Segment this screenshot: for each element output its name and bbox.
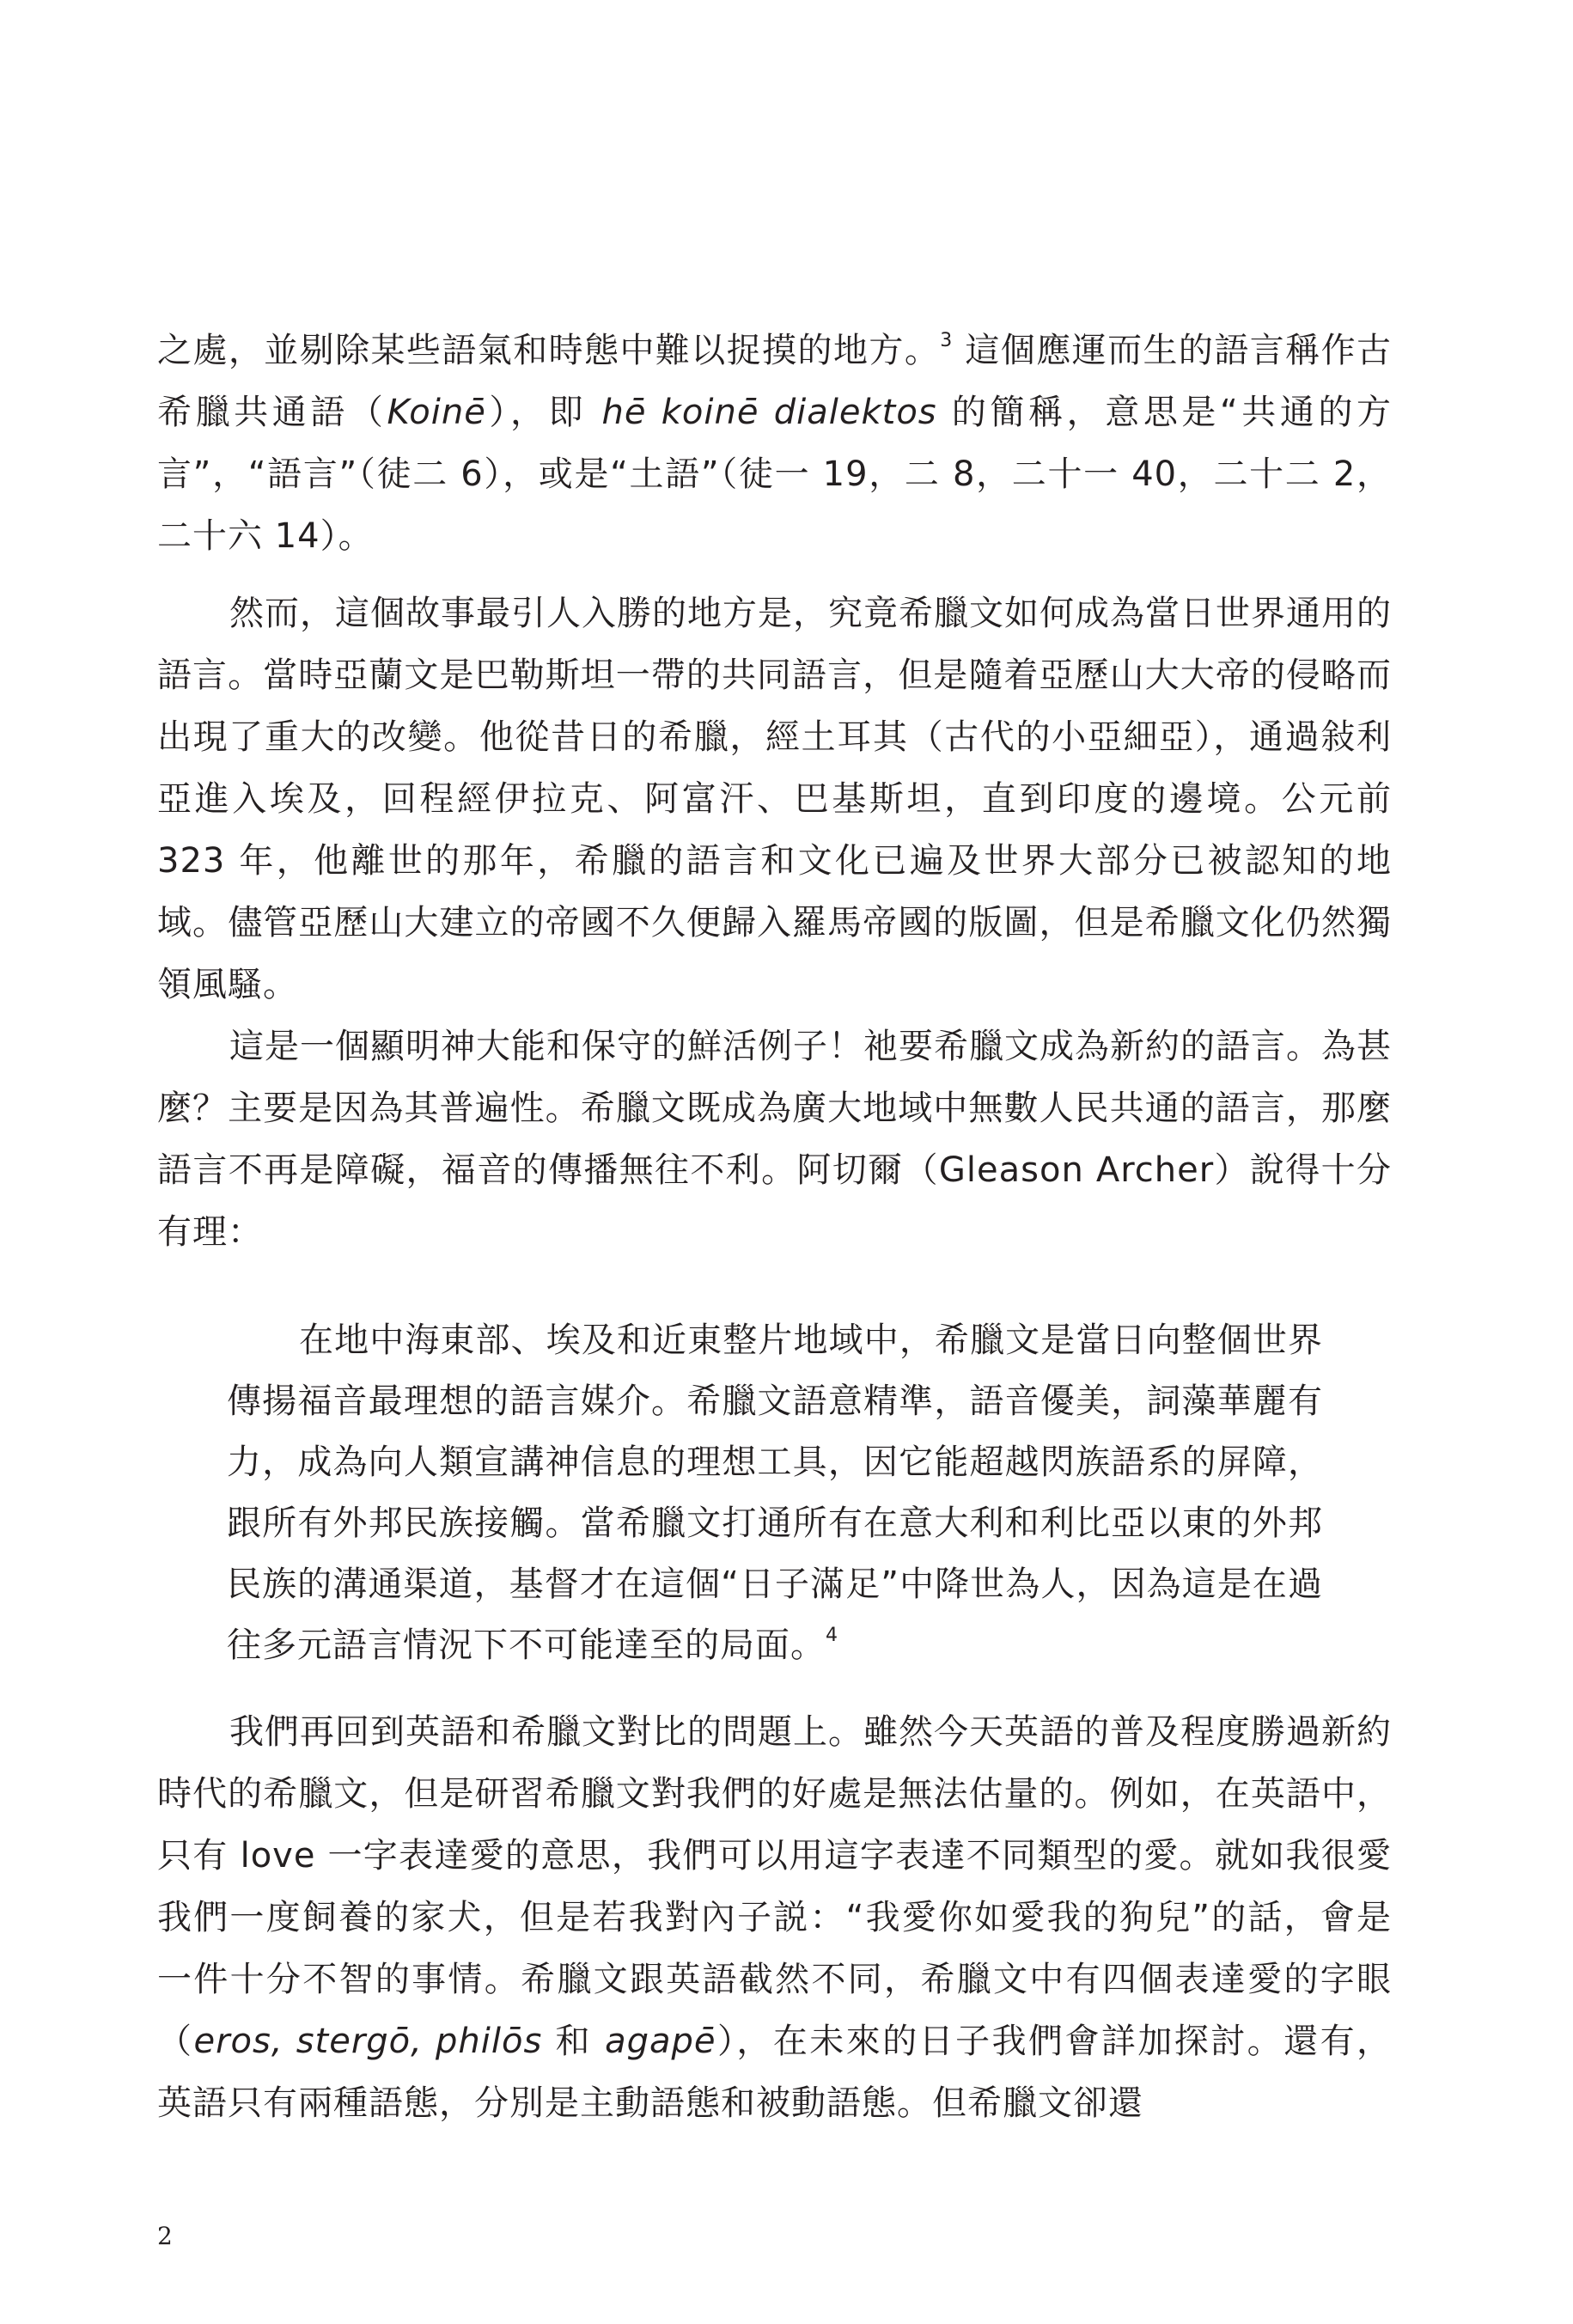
italic-love-words: eros, stergō, philōs xyxy=(193,2022,543,2061)
page-number: 2 xyxy=(157,2222,173,2250)
quote-text: 在地中海東部、埃及和近東整片地域中，希臘文是當日向整個世界傳揚福音最理想的語言媒介。希臘文語意精準，語音優美，詞藻華麗有力，成為向人類宣講神信息的理想工具，因它能超越閃族語系的屏障，跟所有外邦民族接觸。當希臘文打通所有在意大利和利比亞以東的外邦民族的溝通渠道，基督才在這個“日子滿足”中降世為人，因為這是在過往多元語言情況下不可能達至的局面。 xyxy=(227,1321,1323,1665)
text-run: 這個應運而生的語言稱作古希臘共通語（ xyxy=(157,331,1393,432)
text-run: ），即 xyxy=(485,393,602,432)
paragraph-archer: 這是一個顯明神大能和保守的鮮活例子！祂要希臘文成為新約的語言。為甚麼？主要是因為其普遍性。希臘文既成為廣大地域中無數人民共通的語言，那麼語言不再是障礙，福音的傳播無往不利。阿切爾（Gleason Archer）說得十分有理： xyxy=(157,1027,1392,1252)
text-run: 的簡稱，意思是“共通的方言”，“語言”（徒二 6），或是“土語”（徒一 19，二 8，二十一 40，二十二 2，二十六 14）。 xyxy=(157,393,1393,556)
text-run: ），在未來的日子我們會詳加探討。還有，英語只有兩種語態，分別是主動語態和被動語態。但希臘文卻還 xyxy=(157,2022,1393,2123)
italic-term-koine: Koinē xyxy=(387,393,486,432)
text-run: 之處，並剔除某些語氣和時態中難以捉摸的地方。 xyxy=(157,331,941,370)
paragraph-english-greek xyxy=(157,1701,1392,2134)
italic-term-dialektos: hē koinē dialektos xyxy=(601,393,937,432)
footnote-ref-3[interactable]: 3 xyxy=(940,330,954,351)
paragraph-alexander: 然而，這個故事最引人入勝的地方是，究竟希臘文如何成為當日世界通用的語言。當時亞蘭文是巴勒斯坦一帶的共同語言，但是隨着亞歷山大大帝的侵略而出現了重大的改變。他從昔日的希臘，經土耳其（古代的小亞細亞），通過敍利亞進入埃及，回程經伊拉克、阿富汗、巴基斯坦，直到印度的邊境。公元前 323 年，他離世的那年，希臘的語言和文化已遍及世界大部分已被認知的地域。儘管亞歷山大建立的帝國不久便歸入羅馬帝國的版圖，但是希臘文化仍然獨領風騷。 xyxy=(157,594,1392,1004)
footnote-ref-4[interactable]: 4 xyxy=(826,1625,838,1646)
block-quote xyxy=(227,1310,1323,1676)
italic-term-agape: agapē xyxy=(605,2022,716,2061)
paragraph-koine xyxy=(157,320,1392,567)
text-run: 我們再回到英語和希臘文對比的問題上。雖然今天英語的普及程度勝過新約時代的希臘文，但是研習希臘文對我們的好處是無法估量的。例如，在英語中，只有 love 一字表達愛的意思，我們可以用這字表達不同類型的愛。就如我很愛我們一度飼養的家犬，但是若我對內子説：“我愛你如愛我的狗兒”的話，會是一件十分不智的事情。希臘文跟英語截然不同，希臘文中有四個表達愛的字眼（ xyxy=(157,1712,1392,2061)
text-run: 和 xyxy=(542,2022,606,2061)
